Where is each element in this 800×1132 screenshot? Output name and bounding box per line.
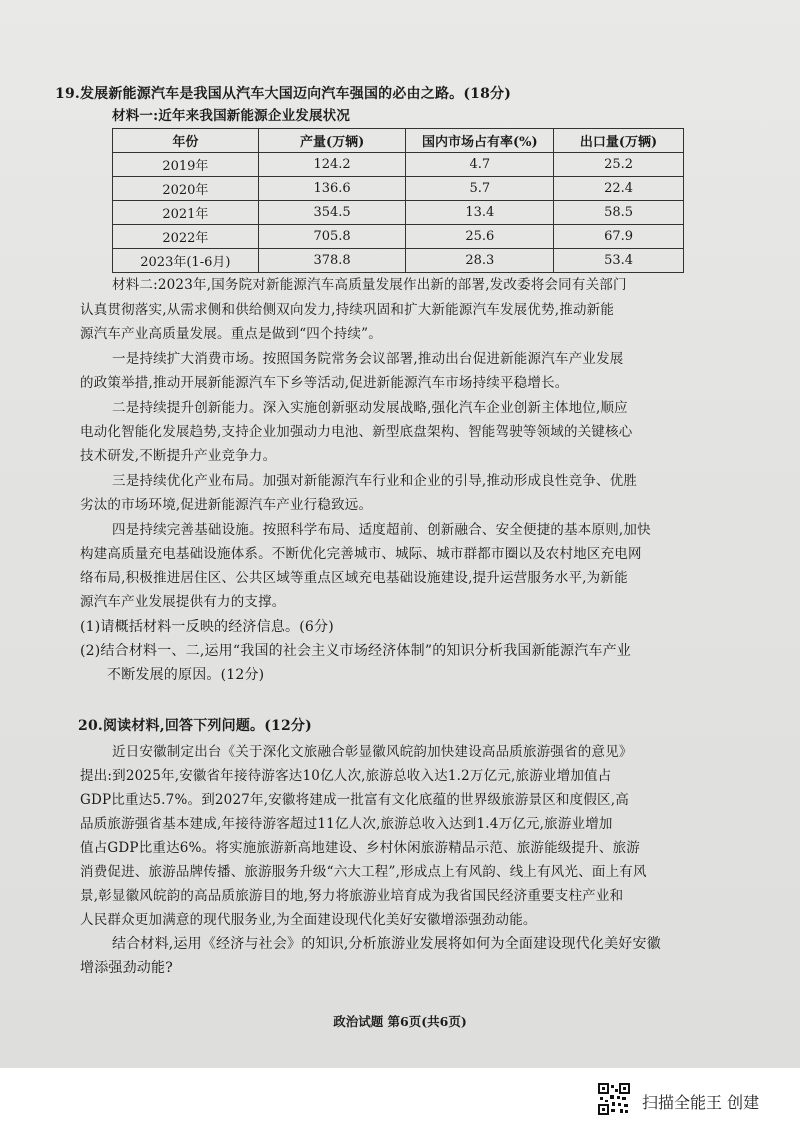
q20-body-line: 消费促进、旅游品牌传播、旅游服务升级“六大工程”,形成点上有风韵、线上有风光、面上有风 [80,864,647,880]
table-header-cell: 出口量(万辆) [554,129,684,153]
q20-question-line: 增添强劲动能? [80,960,173,976]
table-row [113,153,684,177]
table-cell-output: 136.6 [258,177,406,201]
table-cell-export: 58.5 [554,201,684,225]
q20-body-line: 近日安徽制定出台《关于深化文旅融合彰显徽风皖韵加快建设高品质旅游强省的意见》 [112,744,633,760]
q19-material1-title: 材料一:近年来我国新能源企业发展状况 [112,108,351,124]
q19-point2-line: 电动化智能化发展趋势,支持企业加强动力电池、新型底盘架构、智能驾驶等领域的关键核心 [80,424,633,440]
q20-body-line: 人民群众更加满意的现代服务业,为全面建设现代化美好安徽增添强劲动能。 [80,912,537,928]
q19-title: 19.发展新能源汽车是我国从汽车大国迈向汽车强国的必由之路。(18分) [55,86,512,102]
q20-body-line: 值占GDP比重达6%。将实施旅游新高地建设、乡村休闲旅游精品示范、旅游能级提升、旅游 [80,840,641,856]
page-footer: 政治试题 第6页(共6页) [333,1014,467,1029]
table-header-row [113,129,684,153]
q19-point4-line: 络布局,积极推进居住区、公共区域等重点区域充电基础设施建设,提升运营服务水平,为新能 [80,570,628,586]
table-cell-year: 2023年(1-6月) [113,249,259,273]
table-cell-share: 28.3 [406,249,554,273]
table-cell-export: 25.2 [554,153,684,177]
table-cell-share: 4.7 [406,153,554,177]
production-table [112,128,684,273]
q19-point1-line: 的政策举措,推动开展新能源汽车下乡等活动,促进新能源汽车市场持续平稳增长。 [80,375,569,391]
scanner-label: 扫描全能王 创建 [642,1093,760,1112]
table-row [113,177,684,201]
q20-body-line: GDP比重达5.7%。到2027年,安徽将建成一批富有文化底蕴的世界级旅游景区和度假区,高 [80,792,629,808]
table-cell-output: 378.8 [258,249,406,273]
q19-point1-line: 一是持续扩大消费市场。按照国务院常务会议部署,推动出台促进新能源汽车产业发展 [112,351,624,367]
q20-question-line: 结合材料,运用《经济与社会》的知识,分析旅游业发展将如何为全面建设现代化美好安徽 [112,936,661,952]
table-cell-export: 67.9 [554,225,684,249]
q20-body-line: 品质旅游强省基本建成,年接待游客超过11亿人次,旅游总收入达到1.4万亿元,旅游业增加 [80,816,613,832]
table-cell-share: 13.4 [406,201,554,225]
table-cell-output: 124.2 [258,153,406,177]
q20-body-line: 提出:到2025年,安徽省年接待游客达10亿人次,旅游总收入达1.2万亿元,旅游业增加值占 [80,768,612,784]
table-cell-year: 2019年 [113,153,259,177]
table-cell-output: 705.8 [258,225,406,249]
q19-point4-line: 源汽车产业发展提供有力的支撑。 [80,594,286,610]
table-cell-year: 2021年 [113,201,259,225]
table-header-cell: 年份 [113,129,259,153]
q20-title: 20.阅读材料,回答下列问题。(12分) [78,718,312,734]
q19-sub2-line: (2)结合材料一、二,运用“我国的社会主义市场经济体制”的知识分析我国新能源汽车产业 [80,643,631,659]
table-cell-year: 2022年 [113,225,259,249]
qr-code-icon [598,1083,630,1115]
q19-point3-line: 三是持续优化产业布局。加强对新能源汽车行业和企业的引导,推动形成良性竞争、优胜 [112,473,638,489]
table-cell-export: 53.4 [554,249,684,273]
q19-point2-line: 技术研发,不断提升产业竞争力。 [80,448,277,464]
q19-point4-line: 四是持续完善基础设施。按照科学布局、适度超前、创新融合、安全便捷的基本原则,加快 [112,522,651,538]
q19-material2-line: 认真贯彻落实,从需求侧和供给侧双向发力,持续巩固和扩大新能源汽车发展优势,推动新能 [80,302,615,318]
table-cell-export: 22.4 [554,177,684,201]
table-row [113,225,684,249]
table-cell-share: 5.7 [406,177,554,201]
table-header-cell: 产量(万辆) [258,129,406,153]
q20-body-line: 景,彰显徽风皖韵的高品质旅游目的地,努力将旅游业培育成为我省国民经济重要支柱产业和 [80,888,624,904]
q19-sub2-line: 不断发展的原因。(12分) [107,667,265,683]
q19-point2-line: 二是持续提升创新能力。深入实施创新驱动发展战略,强化汽车企业创新主体地位,顺应 [112,400,628,416]
q19-material2-line: 源汽车产业高质量发展。重点是做到“四个持续”。 [80,326,382,342]
table-row [113,249,684,273]
q19-point3-line: 劣汰的市场环境,促进新能源汽车产业行稳致远。 [80,497,373,513]
table-cell-year: 2020年 [113,177,259,201]
q19-sub1: (1)请概括材料一反映的经济信息。(6分) [80,619,334,635]
table-cell-output: 354.5 [258,201,406,225]
q19-material2-line: 材料二:2023年,国务院对新能源汽车高质量发展作出新的部署,发改委将会同有关部门 [112,277,627,293]
table-header-cell: 国内市场占有率(%) [406,129,554,153]
table-cell-share: 25.6 [406,225,554,249]
q19-point4-line: 构建高质量充电基础设施体系。不断优化完善城市、城际、城市群都市圈以及农村地区充电网 [80,546,642,562]
table-row [113,201,684,225]
